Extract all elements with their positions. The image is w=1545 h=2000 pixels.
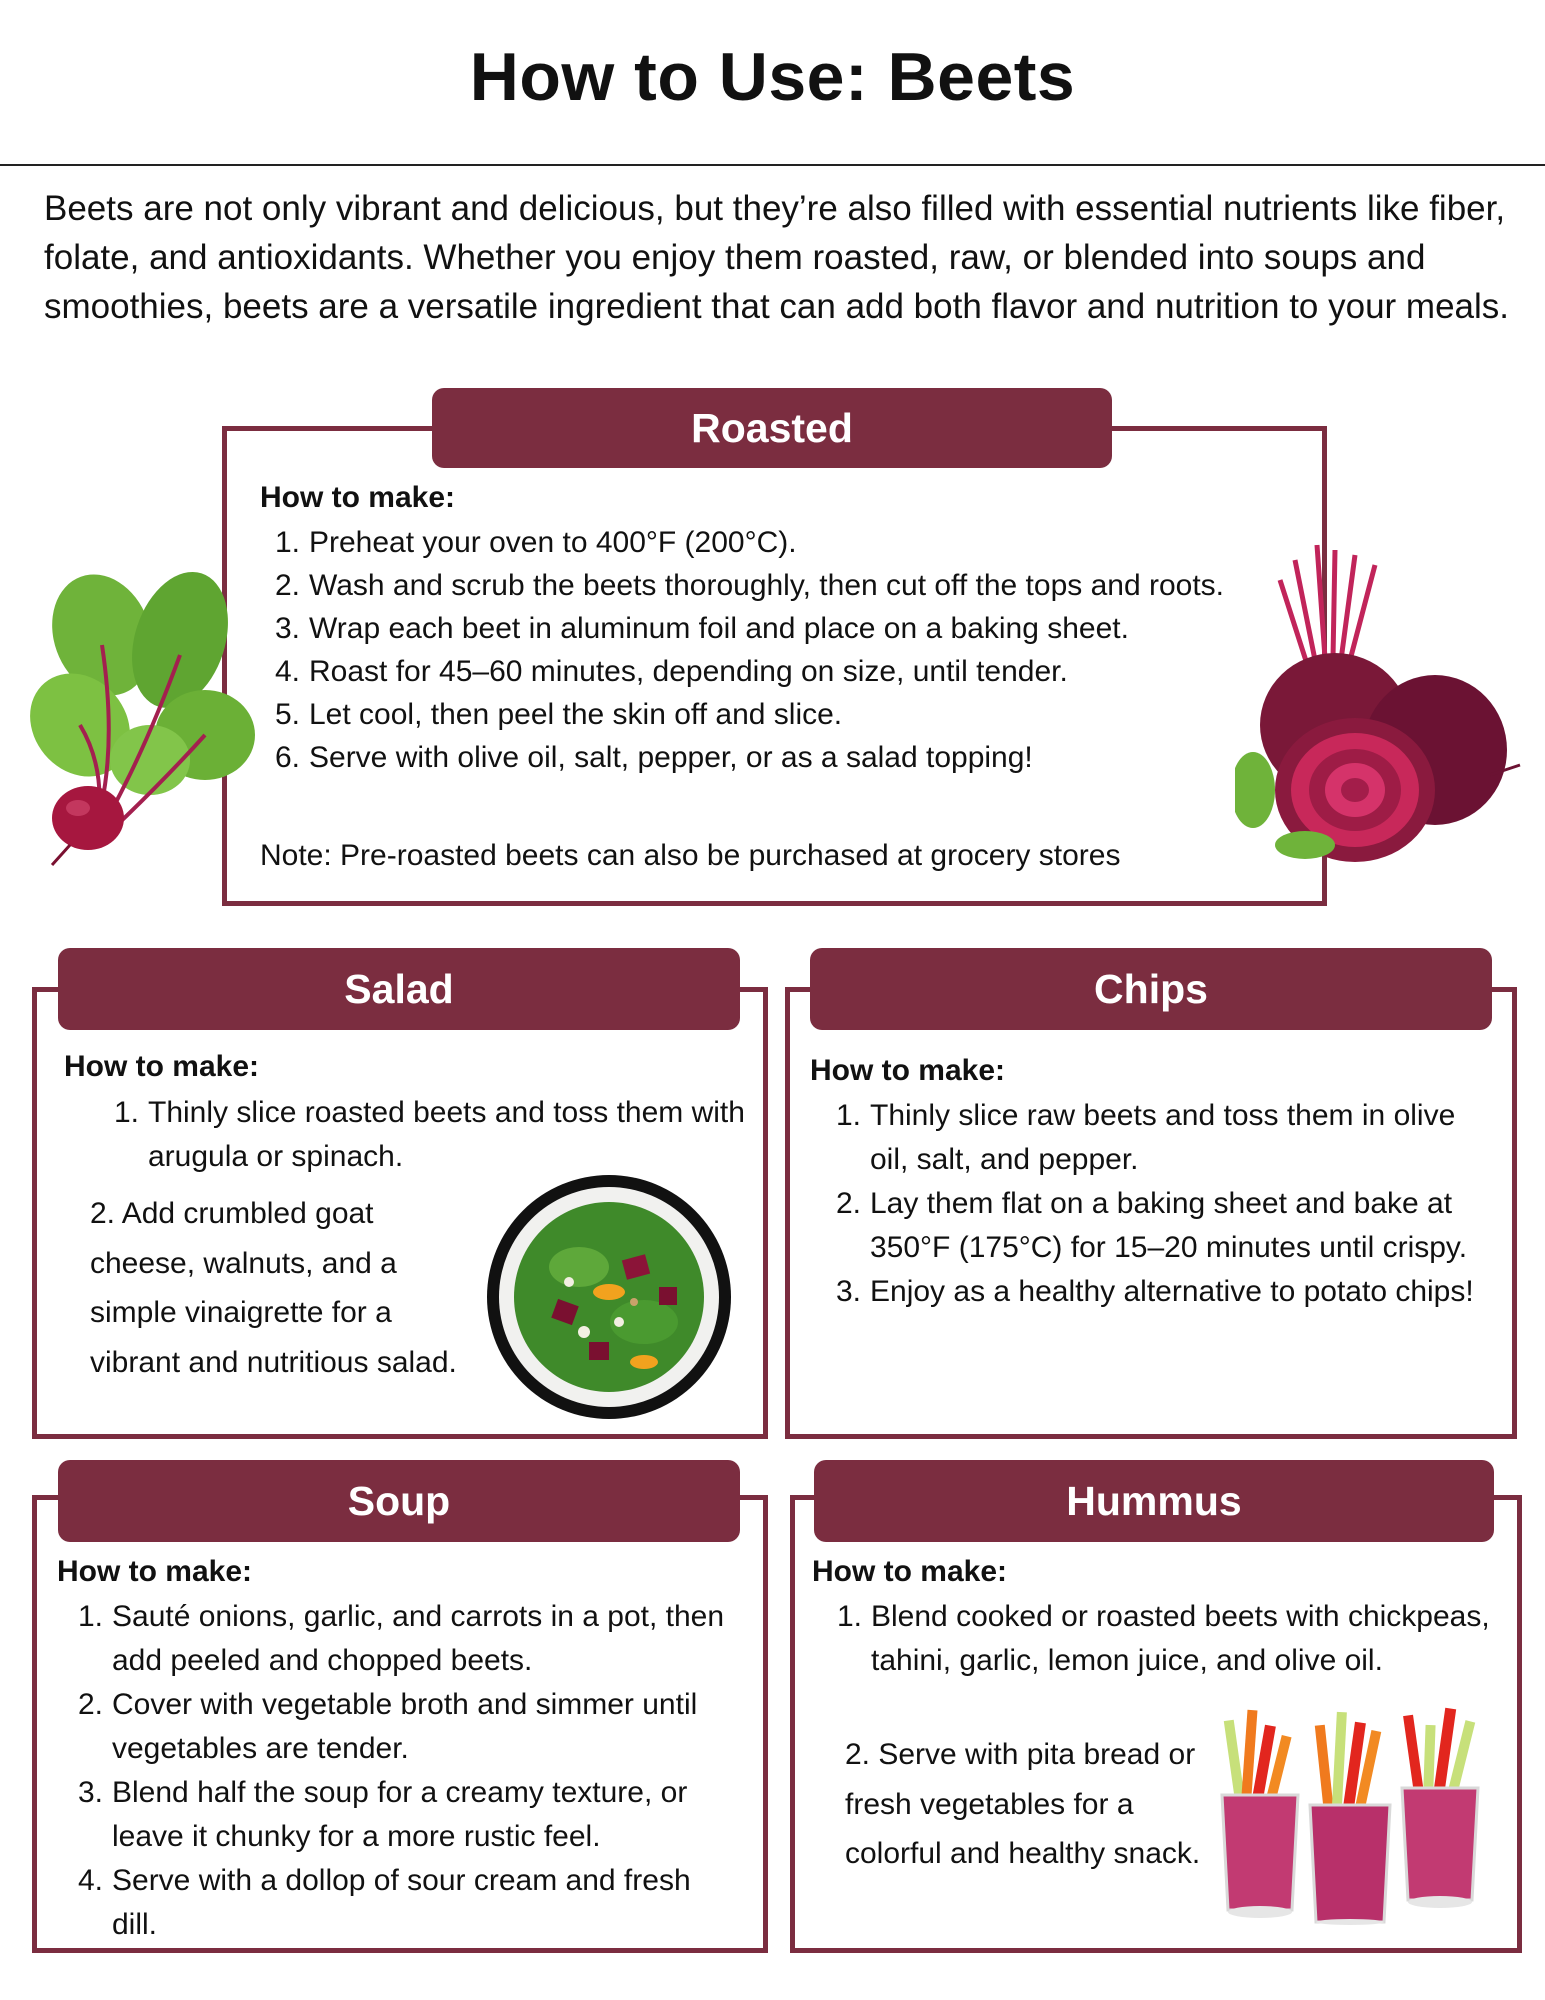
roasted-step: 5. Let cool, then peel the skin off and slice. bbox=[275, 698, 843, 731]
hummus-heading: Hummus bbox=[814, 1460, 1494, 1542]
roasted-steps bbox=[275, 521, 1281, 779]
soup-how-label: How to make: bbox=[57, 1555, 253, 1588]
hummus-cups-image bbox=[1210, 1700, 1510, 1925]
roasted-heading: Roasted bbox=[432, 388, 1112, 468]
salad-bowl-image bbox=[484, 1172, 734, 1422]
chips-step: 2. Lay them flat on a baking sheet and bake at 350°F (175°C) for 15–20 minutes until crispy. bbox=[836, 1187, 1468, 1264]
intro-paragraph: Beets are not only vibrant and delicious, but they’re also filled with essential nutrients like fiber, folate, and antioxidants. Whether you enjoy them roasted, raw, or blended into soups and smoothies, beets are a versatile ingredient that can add both flavor and nutrition to your meals. bbox=[44, 189, 1510, 326]
roasted-how-label: How to make: bbox=[260, 481, 456, 514]
roasted-card bbox=[222, 426, 1327, 906]
roasted-step: 6. Serve with olive oil, salt, pepper, or as a salad topping! bbox=[275, 741, 1033, 774]
soup-step: 4. Serve with a dollop of sour cream and fresh dill. bbox=[78, 1864, 691, 1941]
roasted-step: 4. Roast for 45–60 minutes, depending on size, until tender. bbox=[275, 655, 1068, 688]
chips-card bbox=[785, 987, 1517, 1439]
salad-step-2: 2. Add crumbled goat cheese, walnuts, and a simple vinaigrette for a vibrant and nutritious salad. bbox=[90, 1197, 457, 1379]
soup-step: 1. Sauté onions, garlic, and carrots in a pot, then add peeled and chopped beets. bbox=[78, 1600, 725, 1677]
page-title: How to Use: Beets bbox=[469, 39, 1076, 115]
hummus-how-label: How to make: bbox=[812, 1555, 1008, 1588]
chips-steps bbox=[836, 1094, 1492, 1314]
beet-leaves-image bbox=[30, 565, 260, 870]
salad-step-1: 1. Thinly slice roasted beets and toss them with arugula or spinach. bbox=[114, 1096, 745, 1173]
soup-steps bbox=[78, 1595, 734, 1947]
roasted-step: 3. Wrap each beet in aluminum foil and place on a baking sheet. bbox=[275, 612, 1129, 645]
chips-how-label: How to make: bbox=[810, 1054, 1006, 1087]
chips-step: 3. Enjoy as a healthy alternative to potato chips! bbox=[836, 1275, 1474, 1308]
roasted-step: 1. Preheat your oven to 400°F (200°C). bbox=[275, 526, 797, 559]
soup-card bbox=[32, 1495, 768, 1953]
hummus-step-2: 2. Serve with pita bread or fresh vegetables for a colorful and healthy snack. bbox=[845, 1738, 1201, 1870]
salad-heading: Salad bbox=[58, 948, 740, 1030]
chips-step: 1. Thinly slice raw beets and toss them in olive oil, salt, and pepper. bbox=[836, 1099, 1456, 1176]
soup-heading: Soup bbox=[58, 1460, 740, 1542]
beet-halves-image bbox=[1235, 540, 1525, 865]
roasted-step: 2. Wash and scrub the beets thoroughly, then cut off the tops and roots. bbox=[275, 569, 1225, 602]
title-divider bbox=[0, 164, 1545, 166]
roasted-note: Note: Pre-roasted beets can also be purchased at grocery stores bbox=[260, 839, 1121, 872]
soup-step: 2. Cover with vegetable broth and simmer until vegetables are tender. bbox=[78, 1688, 698, 1765]
soup-step: 3. Blend half the soup for a creamy texture, or leave it chunky for a more rustic feel. bbox=[78, 1776, 688, 1853]
hummus-step-1: 1. Blend cooked or roasted beets with chickpeas, tahini, garlic, lemon juice, and olive oil. bbox=[837, 1600, 1490, 1677]
chips-heading: Chips bbox=[810, 948, 1492, 1030]
salad-how-label: How to make: bbox=[64, 1050, 260, 1083]
